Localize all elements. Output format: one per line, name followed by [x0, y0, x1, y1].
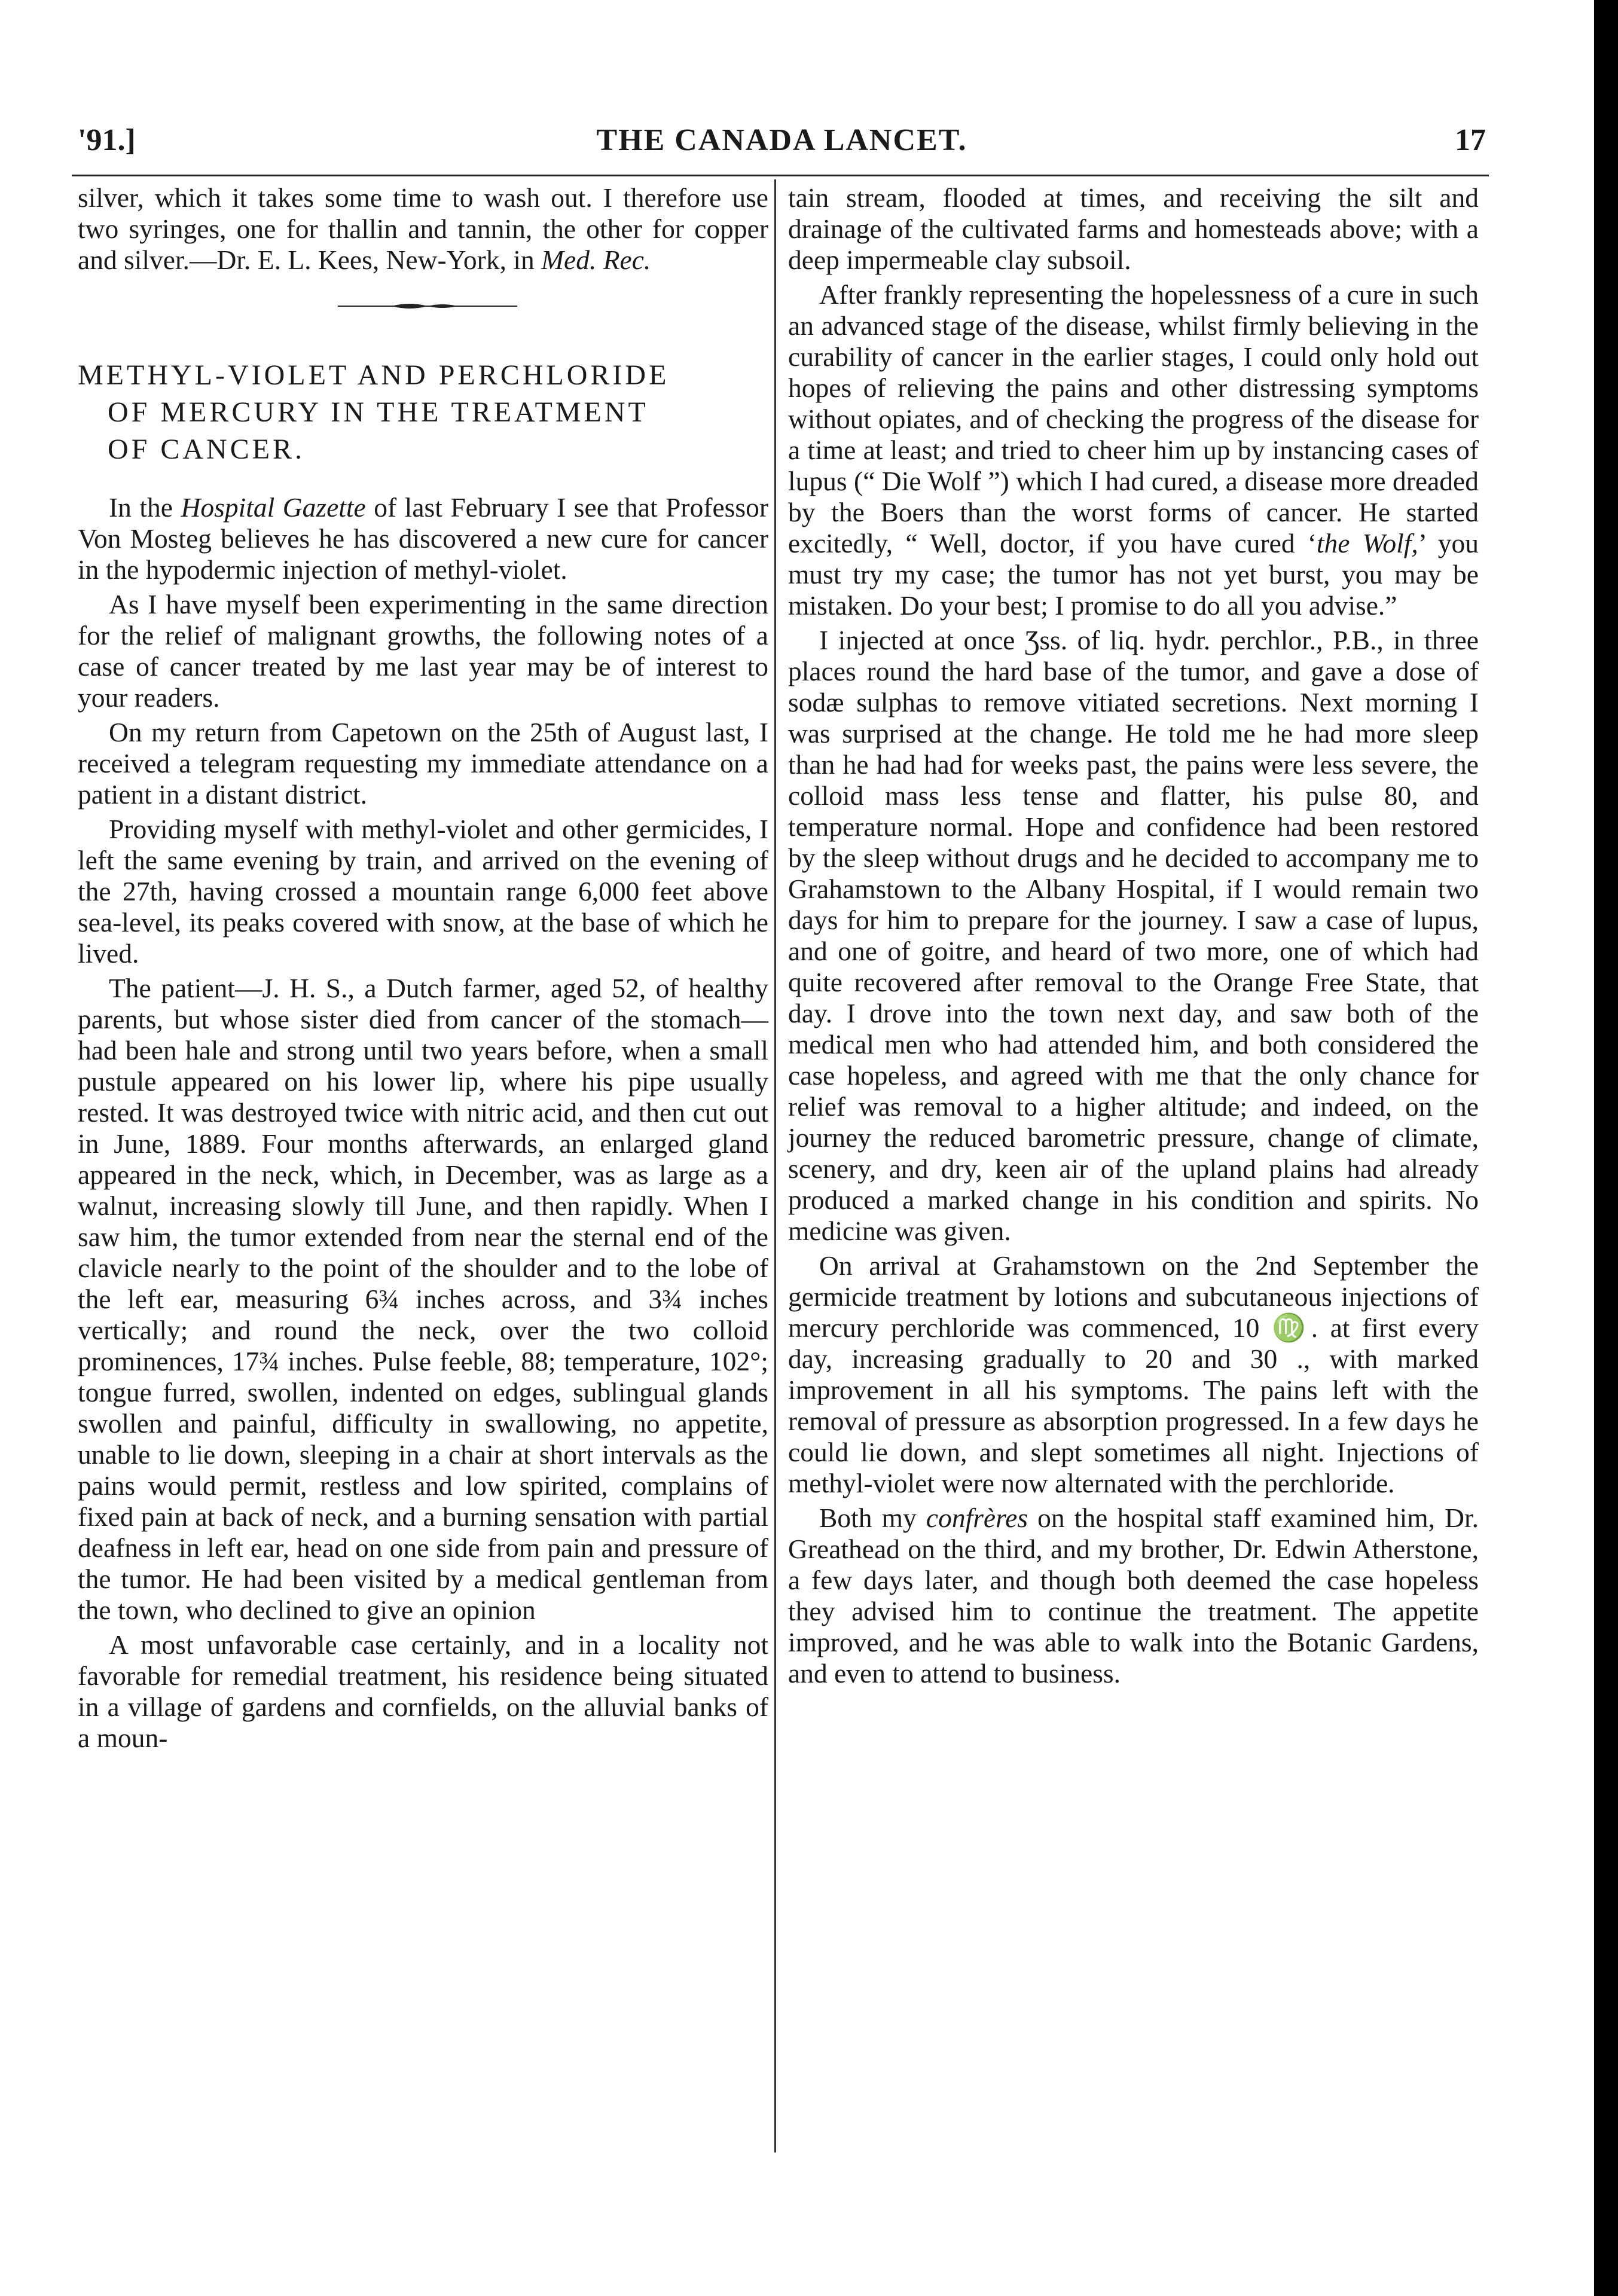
header-rule	[72, 175, 1489, 176]
header-year: '91.]	[78, 123, 136, 157]
page-edge	[1594, 0, 1618, 2296]
opening-paragraph: silver, which it takes some time to wash out. I therefore use two syringes, one for thallin and tannin, the other for copper and silver.—Dr. E. L. Kees, New-York, in Med. Rec.	[78, 182, 768, 275]
paragraph: I injected at once Ʒss. of liq. hydr. perchlor., P.B., in three places round the hard base of the tumor, and gave a dose of sodæ sulphas to remove vitiated secretions. Next morning I was surprised at the change. He told me he had more sleep than he had had for weeks past, the pains were less severe, the colloid mass less tense and flatter, his pulse 80, and temperature normal. Hope and confidence had been restored by the sleep without drugs and he decided to accompany me to Grahamstown to the Albany Hospital, if I would remain two days for him to prepare for the journey. I saw a case of lupus, and one of goitre, and heard of two more, one of which had quite recovered after removal to the Orange Free State, that day. I drove into the town next day, and saw both of the medical men who had attended him, and both considered the case hopeless, and agreed with me that the only chance for relief was removal to a higher altitude; and indeed, on the journey the reduced barometric pressure, change of climate, scenery, and dry, keen air of the upland plains had already produced a marked change in his condition and spirits. No medicine was given.	[788, 625, 1479, 1246]
right-column	[788, 182, 1479, 1693]
paragraph: After frankly representing the hopelessness of a cure in such an advanced stage of the disease, whilst firmly believing in the curability of cancer in the earlier stages, I could only hold out hopes of relieving the pains and other distressing symptoms without opiates, and of checking the progress of the disease for a time at least; and tried to cheer him up by instancing cases of lupus (“ Die Wolf ”) which I had cured, a disease more dreaded by the Boers than the worst forms of cancer. He started excitedly, “ Well, doctor, if you have cured ‘the Wolf,’ you must try my case; the tumor has not yet burst, you may be mistaken. Do your best; I promise to do all you advise.”	[788, 279, 1479, 621]
paragraph: Providing myself with methyl-violet and other germicides, I left the same evening by train, and arrived on the evening of the 27th, having crossed a mountain range 6,000 feet above sea-level, its peaks covered with snow, at the base of which he lived.	[78, 814, 768, 969]
column-divider	[774, 179, 776, 2152]
section-ornament	[78, 279, 768, 345]
paragraph-continued: tain stream, flooded at times, and receiving the silt and drainage of the cultivated farms and homesteads above; with a deep impermeable clay subsoil.	[788, 182, 1479, 275]
article-title-line-2: OF MERCURY IN THE TREATMENT	[108, 396, 649, 428]
article-title-line-3: OF CANCER.	[108, 433, 306, 465]
opening-citation: Med. Rec.	[541, 245, 651, 275]
article-title	[78, 357, 768, 468]
paragraph: As I have myself been experimenting in the same direction for the relief of malignant growths, the following notes of a case of cancer treated by me last year may be of interest to your readers.	[78, 589, 768, 713]
page-header	[78, 123, 1486, 170]
left-column	[78, 182, 768, 1757]
paragraph: The patient—J. H. S., a Dutch farmer, aged 52, of healthy parents, but whose sister died from cancer of the stomach—had been hale and strong until two years before, when a small pustule appeared on his lower lip, where his pipe usually rested. It was destroyed twice with nitric acid, and then cut out in June, 1889. Four months afterwards, an enlarged gland appeared in the neck, which, in December, was as large as a walnut, increasing slowly till June, and then rapidly. When I saw him, the tumor extended from near the sternal end of the clavicle nearly to the point of the shoulder and to the lobe of the left ear, measuring 6¾ inches across, and 3¾ inches vertically; and round the neck, over the two colloid prominences, 17¾ inches. Pulse feeble, 88; temperature, 102°; tongue furred, swollen, indented on edges, sublingual glands swollen and painful, difficulty in swallowing, no appetite, unable to lie down, sleeping in a chair at short intervals as the pains would permit, restless and low spirited, complains of fixed pain at back of neck, and a burning sensation with partial deafness in left ear, head on one side from pain and pressure of the tumor. He had been visited by a medical gentleman from the town, who declined to give an opinion	[78, 973, 768, 1625]
paragraph: Both my confrères on the hospital staff examined him, Dr. Greathead on the third, and my brother, Dr. Edwin Atherstone, a few days later, and though both deemed the case hopeless they advised him to continue the treatment. The appetite improved, and he was able to walk into the Botanic Gardens, and even to attend to business.	[788, 1503, 1479, 1689]
article-title-line-1: METHYL-VIOLET AND PERCHLORIDE	[78, 359, 670, 391]
journal-title: THE CANADA LANCET.	[596, 123, 967, 157]
paragraph: In the Hospital Gazette of last February I see that Professor Von Mosteg believes he has discovered a new cure for cancer in the hypodermic injection of methyl-violet.	[78, 492, 769, 585]
paragraph: A most unfavorable case certainly, and in a locality not favorable for remedial treatment, his residence being situated in a village of gardens and cornfields, on the alluvial banks of a moun-	[78, 1629, 768, 1753]
paragraph: On arrival at Grahamstown on the 2nd September the germicide treatment by lotions and subcutaneous injections of mercury perchloride was commenced, 10 ♍. at first every day, increasing gradually to 20 and 30 ., with marked improvement in all his symptoms. The pains left with the removal of pressure as absorption progressed. In a few days he could lie down, and slept sometimes all night. Injections of methyl-violet were now alternated with the perchloride.	[788, 1250, 1479, 1498]
paragraph: On my return from Capetown on the 25th of August last, I received a telegram requesting my immediate attendance on a patient in a distant district.	[78, 717, 768, 810]
page-number: 17	[1455, 123, 1486, 157]
